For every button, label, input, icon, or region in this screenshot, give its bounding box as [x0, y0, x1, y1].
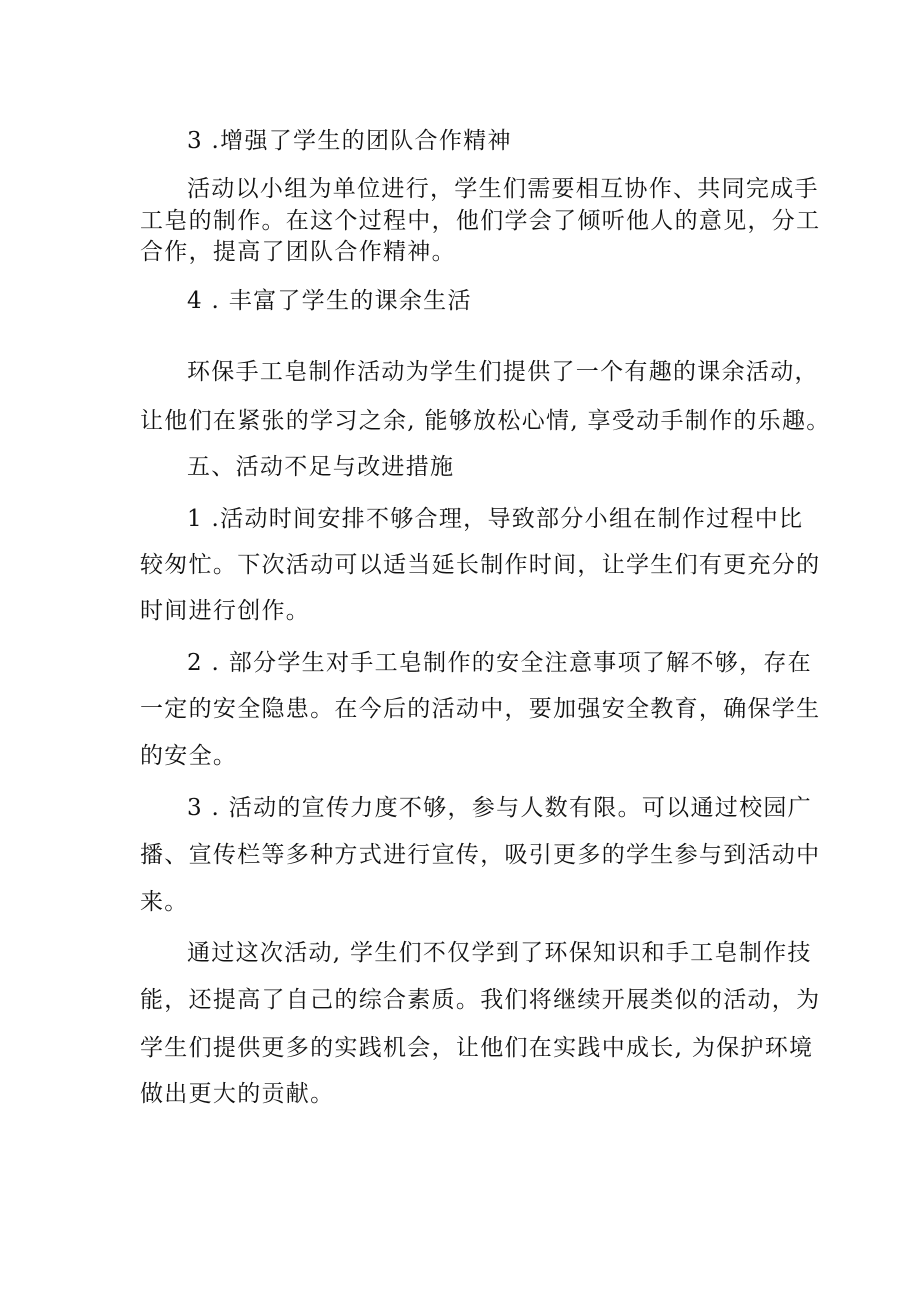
list-item-line: 播、宣传栏等多种方式进行宣传，吸引更多的学生参与到活动中	[140, 842, 821, 868]
paragraph-line: 活动以小组为单位进行，学生们需要相互协作、共同完成手	[187, 176, 819, 202]
list-item-line: 的安全。	[140, 743, 238, 769]
paragraph-line: 工皂的制作。在这个过程中，他们学会了倾听他人的意见，分工	[140, 208, 821, 234]
list-item-line: 一定的安全隐患。在今后的活动中，要加强安全教育，确保学生	[140, 696, 821, 722]
list-item-line: 时间进行创作。	[140, 598, 311, 624]
paragraph-line: 环保手工皂制作活动为学生们提供了一个有趣的课余活动，	[187, 359, 819, 385]
paragraph-line: 合作，提高了团队合作精神。	[140, 239, 456, 265]
paragraph-line: 做出更大的贡献。	[140, 1081, 335, 1107]
list-item-line: 2 . 部分学生对手工皂制作的安全注意事项了解不够，存在	[187, 650, 812, 676]
section-heading-shortcomings: 五、活动不足与改进措施	[187, 454, 455, 480]
list-item-line: 3 . 活动的宣传力度不够，参与人数有限。可以通过校园广	[187, 795, 812, 821]
list-item-line: 较匆忙。下次活动可以适当延长制作时间，让学生们有更充分的	[140, 552, 821, 578]
list-item-line: 1 .活动时间安排不够合理，导致部分小组在制作过程中比	[187, 506, 804, 532]
paragraph-line: 学生们提供更多的实践机会，让他们在实践中成长, 为保护环境	[140, 1035, 814, 1061]
paragraph-line: 通过这次活动, 学生们不仅学到了环保知识和手工皂制作技	[187, 940, 812, 966]
section-heading-extracurricular: 4 . 丰富了学生的课余生活	[187, 288, 472, 314]
list-item-line: 来。	[140, 889, 189, 915]
paragraph-line: 让他们在紧张的学习之余, 能够放松心情, 享受动手制作的乐趣。	[140, 408, 831, 434]
paragraph-line: 能，还提高了自己的综合素质。我们将继续开展类似的活动，为	[140, 987, 821, 1013]
section-heading-team-spirit: 3 .增强了学生的团队合作精神	[187, 128, 512, 154]
